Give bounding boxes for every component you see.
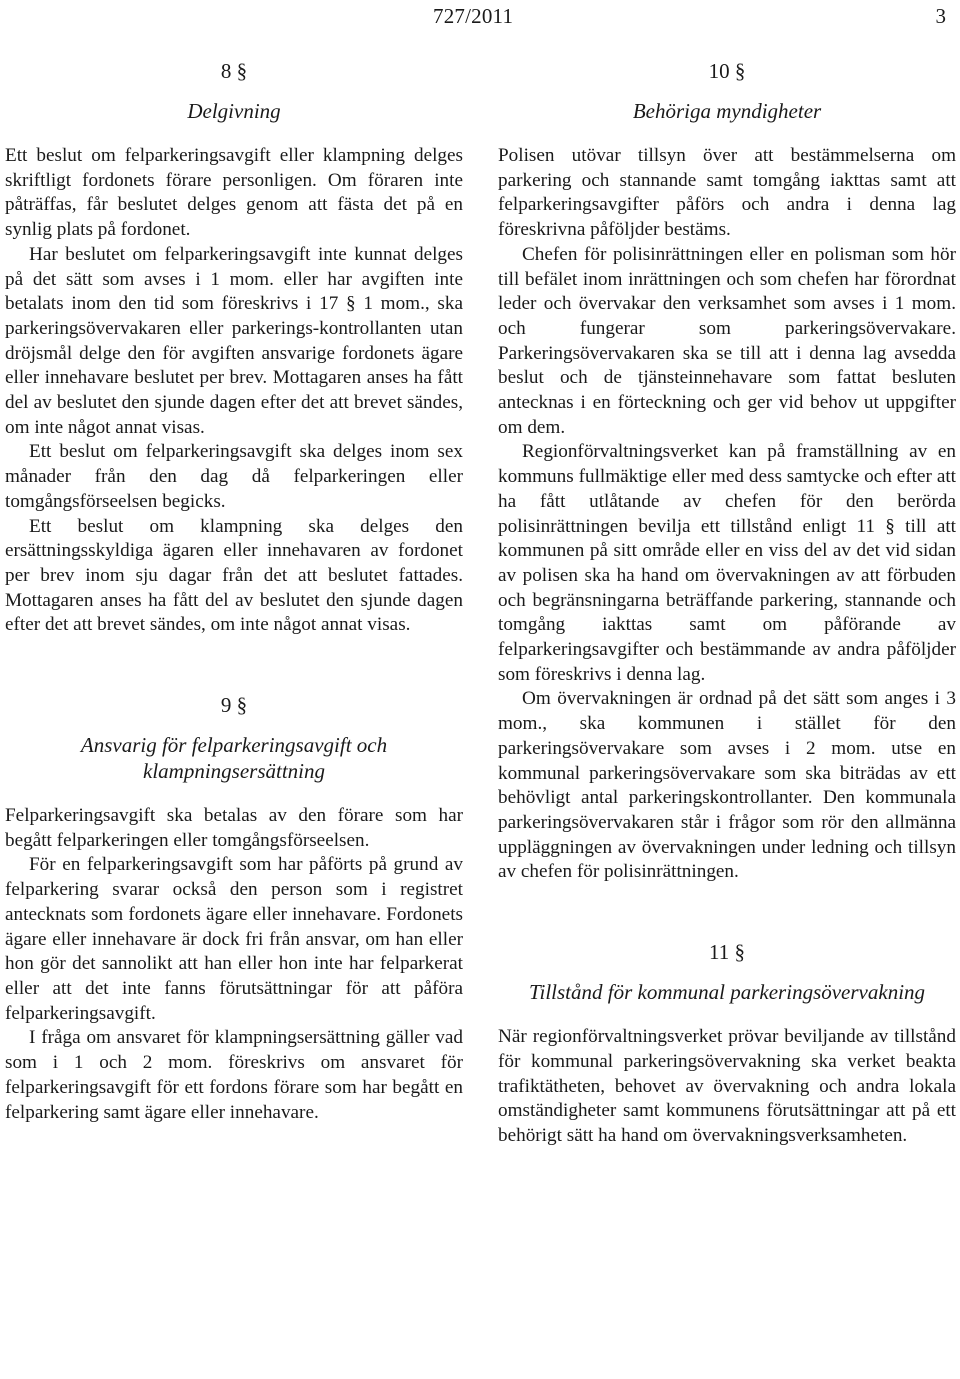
section-number: 9 § [220, 693, 248, 718]
section-10 [498, 58, 956, 885]
paragraph: Ett beslut om felparkeringsavgift eller klampning delges skriftligt fordonets förare personligen. Om föraren inte påträffas, får beslutet delges genom att fästa det på en synlig plats på fordonet. [5, 145, 463, 241]
section-gap [498, 885, 956, 939]
page-header [0, 0, 960, 30]
paragraph: När regionförvaltningsverket prövar beviljande av tillstånd för kommunal parkeringsövervakning ska verket beakta trafiktätheten, behovet av övervakning och andra lokala omständigheter samt kommunens förutsättningar att på ett behörigt sätt ha hand om övervakningsverksamheten. [498, 1026, 956, 1146]
section-title: Tillstånd för kommunal parkeringsövervakning [528, 980, 926, 1005]
section-number: 10 § [708, 59, 746, 83]
section-11 [498, 939, 956, 1149]
paragraph: Polisen utövar tillsyn över att bestämmelserna om parkering och stannande samt tomgång iakttas samt att felparkeringsavgifter påförs och andra i denna lag föreskrivna påföljder bestäms. [498, 145, 956, 241]
paragraph: Regionförvaltningsverket kan på framställning av en kommuns fullmäktige eller med dess samtycke och efter att ha fått utlåtande av chefen för den berörda polisinrättningen bevilja ett tillstånd enligt 11 § till att kommunen på sitt område eller en viss del av det vid sidan av polisen ska ha hand om övervakningen av att förbuden och begränsningarna beträffande parkering, stannande och tomgång iakttas samt om påförande av felparkeringsavgifter och bestämmande av andra påföljder som föreskrivs i denna lag. [498, 441, 956, 685]
page-number: 3 [935, 4, 946, 28]
paragraph: Ett beslut om klampning ska delges den ersättningsskyldiga ägaren eller innehavaren av fordonet per brev inom sju dagar från det att beslutet fattades. Mottagaren anses ha fått del av beslutet den sjunde dagen efter det att brevet sändes, om inte något annat visas. [5, 515, 463, 636]
paragraph: Felparkeringsavgift ska betalas av den förare som har begått felparkeringen eller tomgångsförseelsen. [5, 805, 463, 851]
paragraph: I fråga om ansvaret för klampningsersättning gäller vad som i 1 och 2 mom. föreskrivs om ansvaret för felparkeringsavgift för ett fordons förare som har begått en felparkering samt ägare eller innehavare. [5, 1027, 463, 1123]
left-column [5, 58, 463, 1125]
paragraph: Ett beslut om felparkeringsavgift ska delges inom sex månader från den dag då felparkeringen eller tomgångsförseelsen begicks. [5, 441, 463, 512]
section-title: Delgivning [187, 99, 281, 123]
section-gap [5, 638, 463, 692]
document-number: 727/2011 [433, 4, 514, 28]
paragraph: För en felparkeringsavgift som har påförts på grund av felparkering svarar också den person som i registret antecknats som fordonets ägare eller innehavare. Fordonets ägare eller innehavare är dock fri från ansvar, om han eller hon gör det sannolikt att han eller hon inte har felparkerat eller att det inte fanns förutsättningar för att påföra felparkeringsavgift. [5, 854, 463, 1024]
paragraph: Chefen för polisinrättningen eller en polisman som hör till befälet inom inrättningen och som chefen har förordnat leder och övervakar den verksamhet som avses i 1 mom. och fungerar som parkeringsövervakare. Parkeringsövervakaren ska se till att i denna lag avsedda beslut och de tjänsteinnehavare som fattat besluten antecknas i en förteckning och ger vid behov ut uppgifter om dem. [498, 243, 956, 438]
section-8 [5, 58, 463, 638]
paragraph: Om övervakningen är ordnad på det sätt som anges i 3 mom., ska kommunen i stället för den parkeringsövervakare som avses i 2 mom. utse en kommunal parkeringsövervakare som ska biträdas av ett behövligt antal parkeringskontrollanter. Den kommunala parkeringsövervakaren står i frågor som rör den allmänna uppläggningen av övervakningen under ledning och tillsyn av chefen för polisinrättningen. [498, 688, 956, 883]
right-column [498, 58, 956, 1149]
section-9 [5, 692, 463, 1125]
section-number: 8 § [220, 59, 248, 83]
paragraph: Har beslutet om felparkeringsavgift inte kunnat delges på det sätt som avses i 1 mom. eller har avgiften inte betalats inom den tid som föreskrivs i 17 § 1 mom., ska parkeringsövervakaren eller parkerings-kontrollanten utan dröjsmål delge den för avgiften ansvarige fordonets ägare eller innehavare beslutet per brev. Mottagaren anses ha fått del av beslutet den sjunde dagen efter det att brevet sändes, om inte något annat visas. [5, 243, 463, 438]
section-title: Behöriga myndigheter [632, 99, 822, 123]
section-number: 11 § [709, 940, 745, 965]
section-title: Ansvarig för felparkeringsavgift och klampningsersättning [80, 733, 388, 784]
